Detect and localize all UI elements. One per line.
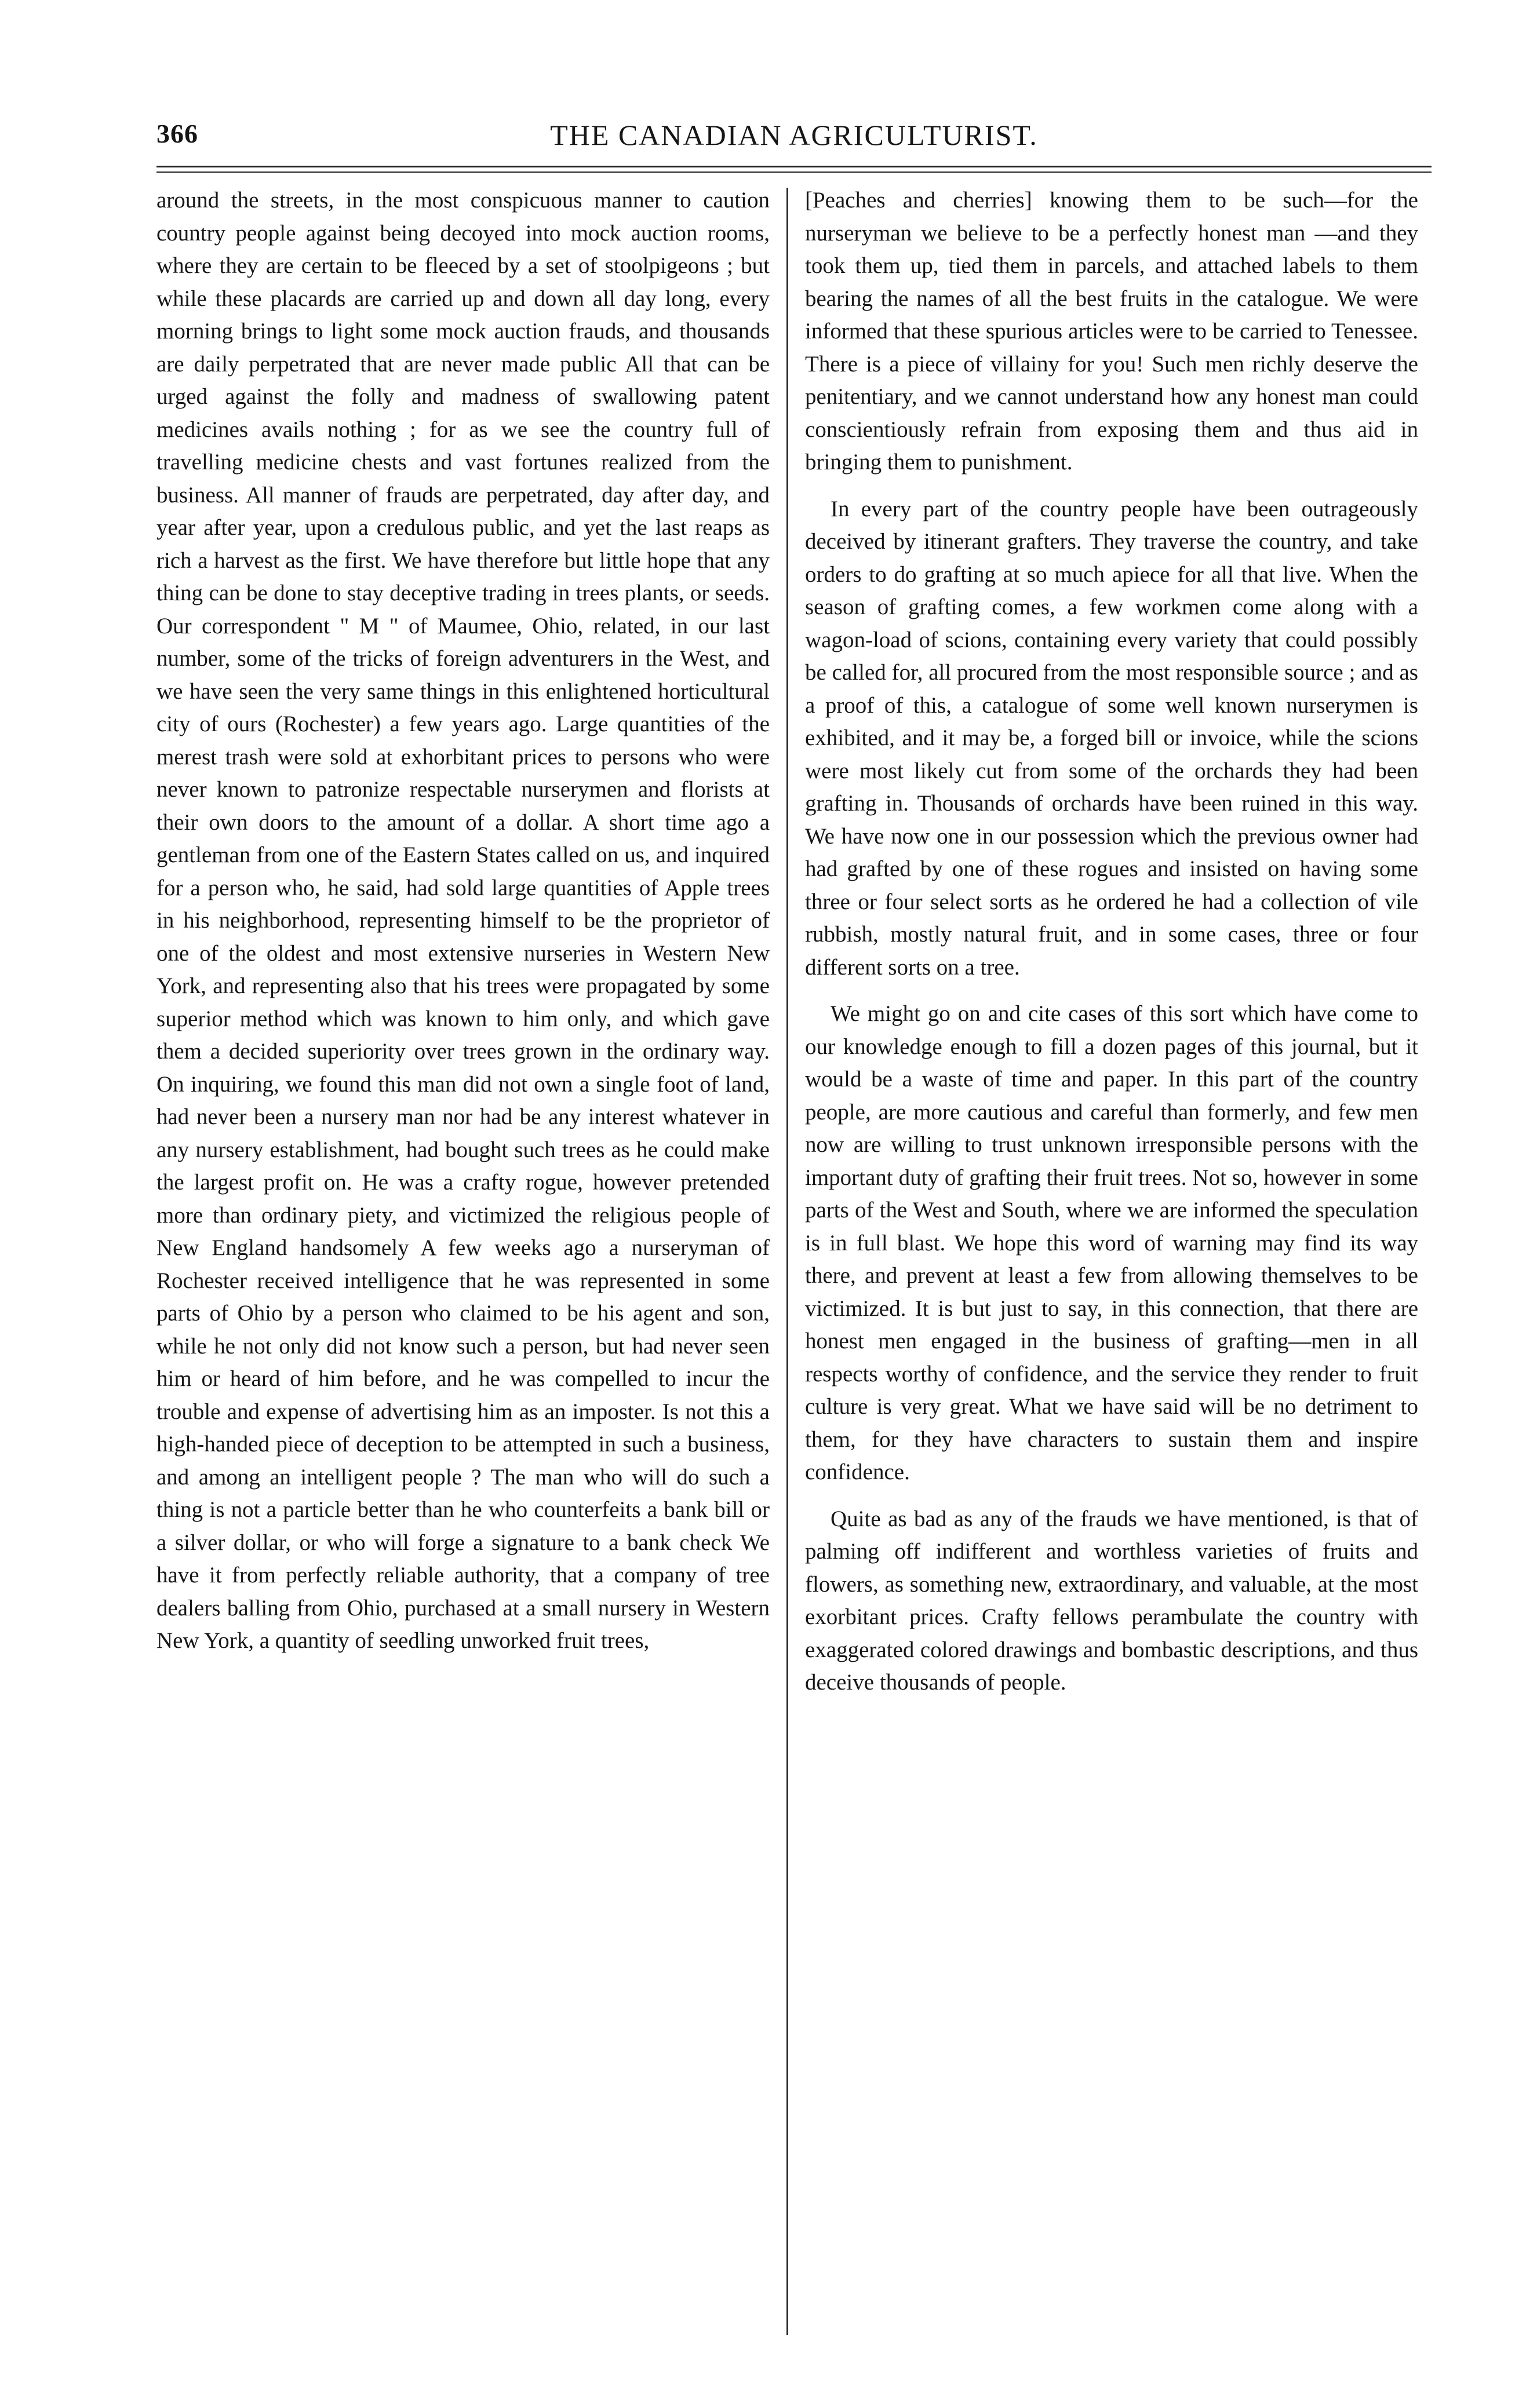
page-number: 366 xyxy=(156,119,198,148)
paragraph: In every part of the country people have been outrageously deceived by itinerant grafters. They traverse the country, and take orders to do grafting at so much apiece for all that live. When the season of grafting comes, a few workmen come along with a wagon-load of scions, containing every variety that could possibly be called for, all procured from the most responsible source ; and as a proof of this, a catalogue of some well known nurserymen is exhibited, and it may be, a forged bill or invoice, while the scions were most likely cut from some of the orchards they had been grafting in. Thousands of orchards have been ruined in this way. We have now one in our possession which the previous owner had had grafted by one of these rogues and insisted on having some three or four select sorts as he ordered he had a collection of vile rubbish, mostly natural fruit, and in some cases, three or four different sorts on a tree. xyxy=(805,496,1418,980)
left-column xyxy=(156,184,782,2358)
paragraph: around the streets, in the most conspicuous manner to caution country people against being decoyed into mock auction rooms, where they are certain to be fleeced by a set of stoolpigeons ; but while these placards are carried up and down all day long, every morning brings to light some mock auction frauds, and thousands are daily perpetrated that are never made public All that can be urged against the folly and madness of swallowing patent medicines avails nothing ; for as we see the country full of travelling medicine chests and vast fortunes realized from the business. All manner of frauds are perpetrated, day after day, and year after year, upon a credulous public, and yet the last reaps as rich a harvest as the first. We have therefore but little hope that any thing can be done to stay deceptive trading in trees plants, or seeds. Our correspondent " M " of Maumee, Ohio, related, in our last number, some of the tricks of foreign adventurers in the West, and we have seen the very same things in this enlightened horticultural city of ours (Rochester) a few years ago. Large quantities of the merest trash were sold at exhorbitant prices to persons who were never known to patronize respectable nurserymen and florists at their own doors to the amount of a dollar. A short time ago a gentleman from one of the Eastern States called on us, and inquired for a person who, he said, had sold large quantities of Apple trees in his neighborhood, representing himself to be the proprietor of one of the oldest and most extensive nurseries in Western New York, and representing also that his trees were propagated by some superior method which was known to him only, and which gave them a decided superiority over trees grown in the ordinary way. On inquiring, we found this man did not own a single foot of land, had never been a nursery man nor had be any interest whatever in any nursery establishment, had bought such trees as he could make the largest profit on. He was a crafty rogue, however pretended more than ordinary piety, and victimized the religious people of New England handsomely A few weeks ago a nurseryman of Rochester received intelligence that he was represented in some parts of Ohio by a person who claimed to be his agent and son, while he not only did not know such a person, but had never seen him or heard of him before, and he was compelled to incur the trouble and expense of advertising him as an imposter. Is not this a high-handed piece of deception to be attempted in such a business, and among an intelligent people ? The man who will do such a thing is not a particle better than he who counterfeits a bank bill or a silver dollar, or who will forge a signature to a bank check We have it from perfectly reliable authority, that a company of tree dealers balling from Ohio, purchased at a small nursery in Western New York, a quantity of seedling unworked fruit trees, xyxy=(156,188,770,1653)
document-page xyxy=(156,110,1432,2358)
header-rule xyxy=(156,166,1432,167)
paragraph: Quite as bad as any of the frauds we have mentioned, is that of palming off indifferent and worthless varieties of fruits and flowers, as something new, extraordinary, and valuable, at the most exorbitant prices. Crafty fellows perambulate the country with exaggerated colored drawings and bombastic descriptions, and thus deceive thousands of people. xyxy=(805,1506,1418,1695)
header-rule-double xyxy=(156,172,1432,173)
page-header xyxy=(156,110,1432,162)
paragraph: We might go on and cite cases of this sort which have come to our knowledge enough to fill a dozen pages of this journal, but it would be a waste of time and paper. In this part of the country people, are more cautious and careful than formerly, and few men now are willing to trust unknown irresponsible persons with the important duty of grafting their fruit trees. Not so, however in some parts of the West and South, where we are informed the speculation is in full blast. We hope this word of warning may find its way there, and prevent at least a few from allowing themselves to be victimized. It is but just to say, in this connection, that there are honest men engaged in the business of grafting—men in all respects worthy of confidence, and the service they render to fruit culture is very great. What we have said will be no detriment to them, for they have characters to sustain them and inspire confidence. xyxy=(805,1001,1418,1484)
column-divider xyxy=(786,188,788,2335)
right-column xyxy=(792,184,1418,2358)
text-columns xyxy=(156,184,1432,2358)
paragraph: [Peaches and cherries] knowing them to be such—for the nurseryman we believe to be a perfectly honest man —and they took them up, tied them in parcels, and attached labels to them bearing the names of all the best fruits in the catalogue. We were informed that these spurious articles were to be carried to Tenessee. There is a piece of villainy for you! Such men richly deserve the penitentiary, and we cannot understand how any honest man could conscientiously refrain from exposing them and thus aid in bringing them to punishment. xyxy=(805,188,1418,475)
running-head: THE CANADIAN AGRICULTURIST. xyxy=(550,119,1038,151)
